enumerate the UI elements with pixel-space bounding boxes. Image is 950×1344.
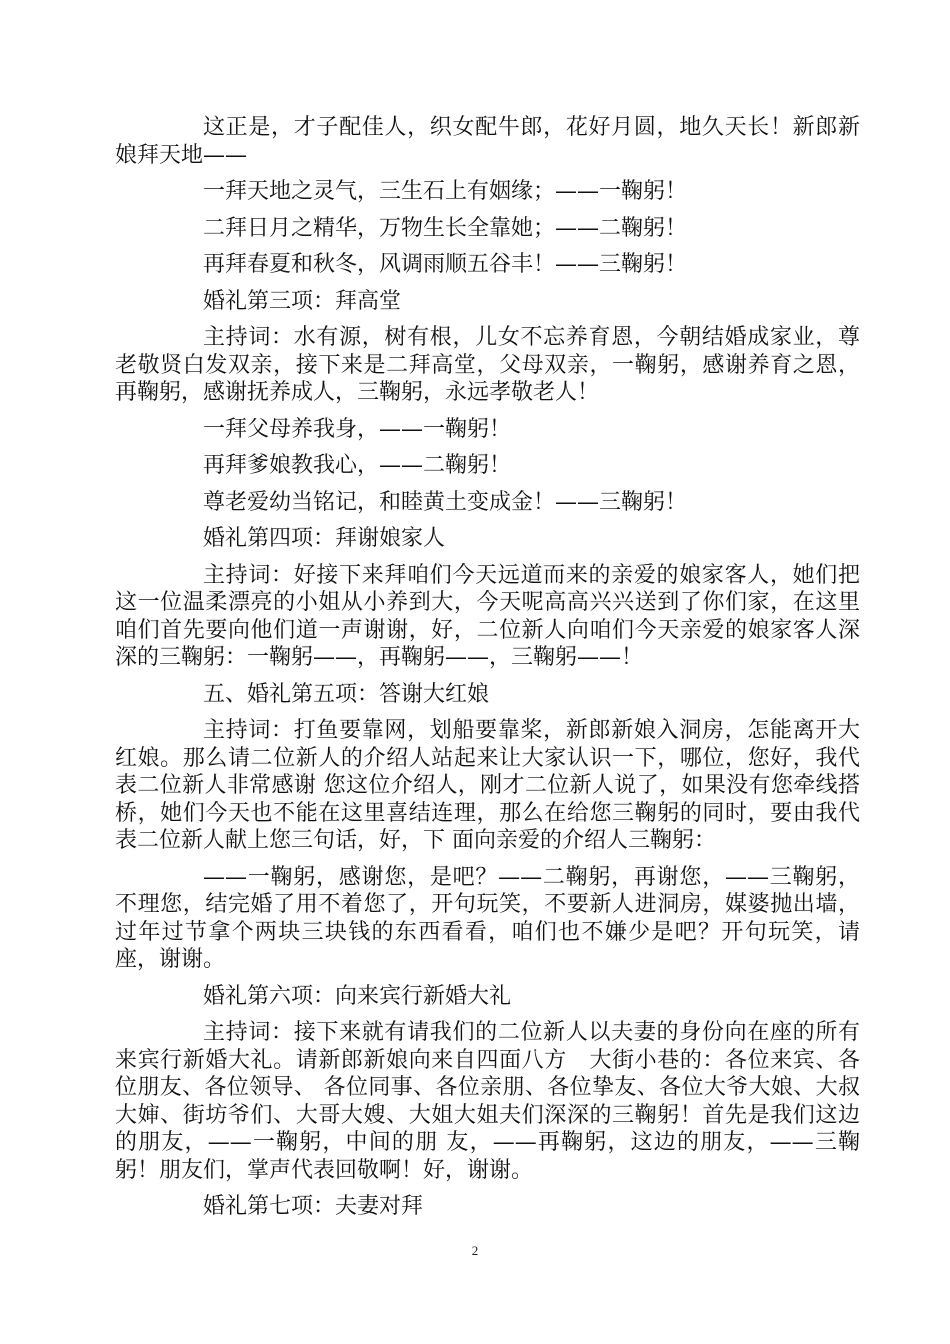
paragraph: 再拜爹娘教我心，——二鞠躬！ (203, 453, 512, 478)
paragraph: 主持词：水有源，树有根，儿女不忘养育恩，今朝结婚成家业，尊老敬贤白发双亲，接下来是二拜高堂，父母双亲，一鞠躬，感谢养育之恩，再鞠躬，感谢抚养成人，三鞠躬，永远孝敬老人！ (115, 325, 860, 405)
paragraph: 二拜日月之精华，万物生长全靠她；——二鞠躬！ (203, 215, 688, 241)
document-body (115, 114, 860, 1230)
section-heading: 五、婚礼第五项：答谢大红娘 (203, 681, 490, 707)
section-heading: 婚礼第四项：拜谢娘家人 (203, 526, 446, 551)
section-heading: 婚礼第七项：夫妻对拜 (203, 1194, 424, 1219)
paragraph: 一拜天地之灵气，三生石上有姻缘；——一鞠躬！ (203, 179, 688, 204)
page-number: 2 (471, 1243, 479, 1258)
paragraph: 一拜父母养我身，——一鞠躬！ (203, 416, 512, 442)
paragraph: 尊老爱幼当铭记，和睦黄土变成金！——三鞠躬！ (203, 489, 688, 515)
paragraph: 这正是，才子配佳人，织女配牛郎，花好月圆，地久天长！新郎新娘拜天地—— (115, 115, 860, 168)
paragraph: 主持词：打鱼要靠网，划船要靠桨，新郎新娘入洞房，怎能离开大红娘。那么请二位新人的介绍人站起来让大家认识一下，哪位，您好，我代表二位新人非常感谢 您这位介绍人，刚才二位新人说了，如果没有您牵线搭桥，她们今天也不能在这里喜结连理，那么在给您三鞠躬的同时，要由我代表二位新人献上您三句话，好，下 面向亲爱的介绍人三鞠躬： (115, 718, 860, 853)
paragraph: 主持词：接下来就有请我们的二位新人以夫妻的身份向在座的所有来宾行新婚大礼。请新郎新娘向来自四面八方 大街小巷的：各位来宾、各位朋友、各位领导、 各位同事、各位亲朋、各位挚友、各位大爷大娘、大叔大婶、街坊爷们、大哥大嫂、大姐大姐夫们深深的三鞠躬！首先是我们这边的朋友，——一鞠躬，中间的朋 友，——再鞠躬，这边的朋友，——三鞠躬！朋友们，掌声代表回敬啊！好，谢谢。 (115, 1020, 860, 1183)
paragraph: ——一鞠躬，感谢您，是吧？——二鞠躬，再谢您，——三鞠躬，不理您，结完婚了用不着您了，开句玩笑，不要新人进洞房，媒婆抛出墙，过年过节拿个两块三块钱的东西看看，咱们也不嫌少是吧？开句玩笑，请座，谢谢。 (115, 864, 860, 972)
paragraph: 主持词：好接下来拜咱们今天远道而来的亲爱的娘家客人，她们把这一位温柔漂亮的小姐从小养到大，今天呢高高兴兴送到了你们家，在这里咱们首先要向他们道一声谢谢，好，二位新人向咱们今天亲爱的娘家客人深深的三鞠躬：一鞠躬——，再鞠躬——，三鞠躬——！ (115, 562, 860, 670)
paragraph: 再拜春夏和秋冬，风调雨顺五谷丰！——三鞠躬！ (203, 252, 688, 277)
section-heading: 婚礼第三项：拜高堂 (203, 288, 402, 314)
section-heading: 婚礼第六项：向来宾行新婚大礼 (203, 983, 512, 1009)
